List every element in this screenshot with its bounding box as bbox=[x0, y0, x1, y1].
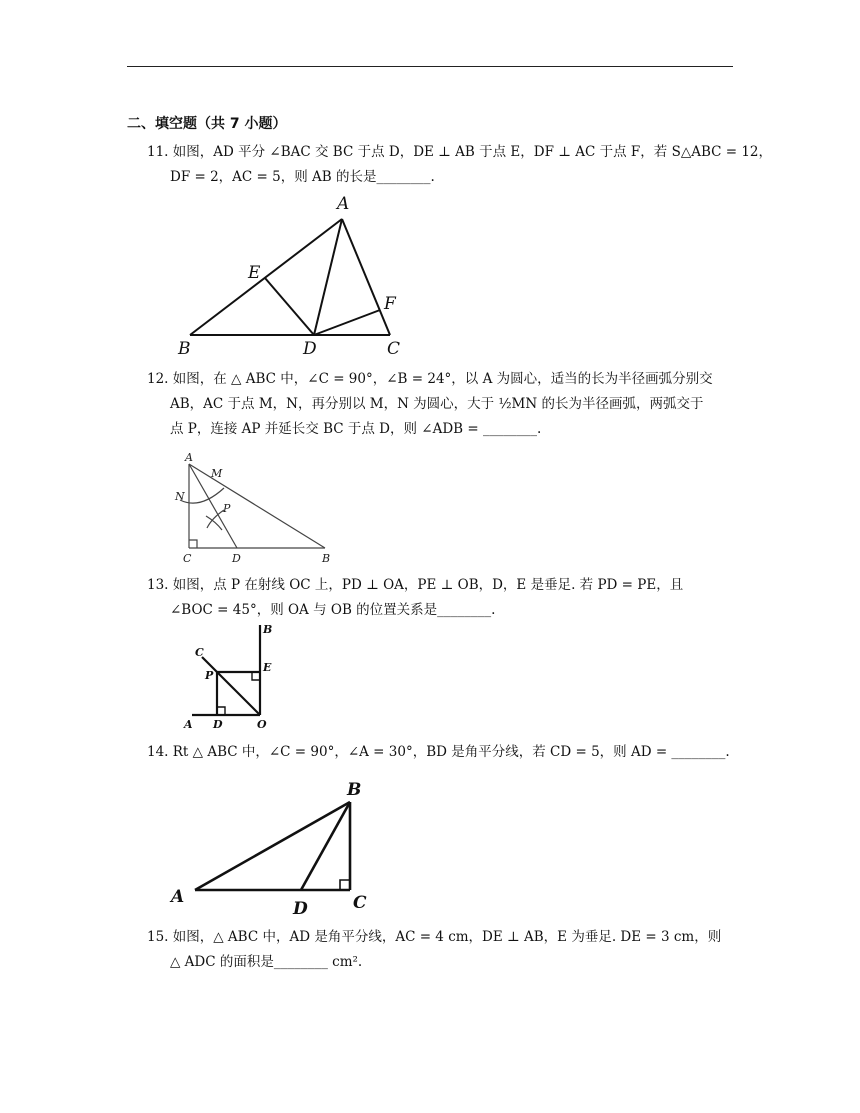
label-M: M bbox=[211, 467, 223, 480]
label-F: F bbox=[384, 294, 396, 314]
label-B: B bbox=[178, 339, 191, 359]
label-D: D bbox=[232, 552, 241, 565]
label-A: A bbox=[185, 451, 193, 464]
figure-14 bbox=[165, 772, 375, 920]
problem-12 bbox=[147, 367, 737, 442]
label-E: E bbox=[263, 661, 272, 674]
figure-12 bbox=[170, 450, 340, 568]
problem-text-line: 13. 如图，点 P 在射线 OC 上，PD ⊥ OA，PE ⊥ OB，D，E 是垂足. 若 PD = PE，且 bbox=[147, 577, 684, 593]
problem-text-line: △ ADC 的面积是________ cm². bbox=[170, 954, 363, 970]
label-A: A bbox=[337, 194, 350, 214]
label-B: B bbox=[322, 552, 331, 565]
problem-text-line: DF = 2，AC = 5，则 AB 的长是________. bbox=[170, 169, 435, 185]
label-B: B bbox=[347, 780, 362, 800]
problem-text-line: ∠BOC = 45°，则 OA 与 OB 的位置关系是________. bbox=[170, 602, 496, 618]
figure-11 bbox=[175, 192, 410, 360]
problem-text-line: 12. 如图，在 △ ABC 中，∠C = 90°，∠B = 24°，以 A 为圆心，适当的长为半径画弧分别交 bbox=[147, 371, 713, 387]
label-E: E bbox=[248, 263, 261, 283]
problem-text-line: 14. Rt △ ABC 中，∠C = 90°，∠A = 30°，BD 是角平分线，若 CD = 5，则 AD = ________. bbox=[147, 744, 730, 760]
label-C: C bbox=[387, 339, 401, 359]
label-B: B bbox=[263, 623, 273, 636]
problem-11 bbox=[147, 140, 773, 190]
label-D: D bbox=[303, 339, 317, 359]
label-D: D bbox=[213, 718, 223, 731]
label-P: P bbox=[223, 502, 231, 515]
label-O: O bbox=[257, 718, 267, 731]
problem-13 bbox=[147, 573, 737, 623]
problem-15 bbox=[147, 925, 737, 975]
label-N: N bbox=[175, 490, 185, 503]
problem-text-line: 点 P，连接 AP 并延长交 BC 于点 D，则 ∠ADB = ________. bbox=[170, 421, 542, 437]
label-D: D bbox=[293, 899, 308, 919]
figure-13 bbox=[180, 620, 295, 732]
header-rule bbox=[127, 66, 733, 67]
problem-14 bbox=[147, 740, 737, 765]
label-P: P bbox=[205, 669, 214, 682]
section-title: 二、填空题（共 7 小题） bbox=[127, 116, 287, 132]
label-C: C bbox=[195, 646, 204, 659]
problem-text-line: AB，AC 于点 M，N，再分别以 M，N 为圆心，大于 ½MN 的长为半径画弧，两弧交于 bbox=[170, 396, 704, 412]
label-A: A bbox=[171, 887, 185, 907]
label-C: C bbox=[183, 552, 192, 565]
problem-text-line: 15. 如图，△ ABC 中，AD 是角平分线，AC = 4 cm，DE ⊥ AB，E 为垂足. DE = 3 cm，则 bbox=[147, 929, 722, 945]
label-A: A bbox=[184, 718, 193, 731]
label-C: C bbox=[353, 893, 367, 913]
problem-text-line: 11. 如图，AD 平分 ∠BAC 交 BC 于点 D，DE ⊥ AB 于点 E，DF ⊥ AC 于点 F，若 S△ABC = 12， bbox=[147, 144, 773, 160]
